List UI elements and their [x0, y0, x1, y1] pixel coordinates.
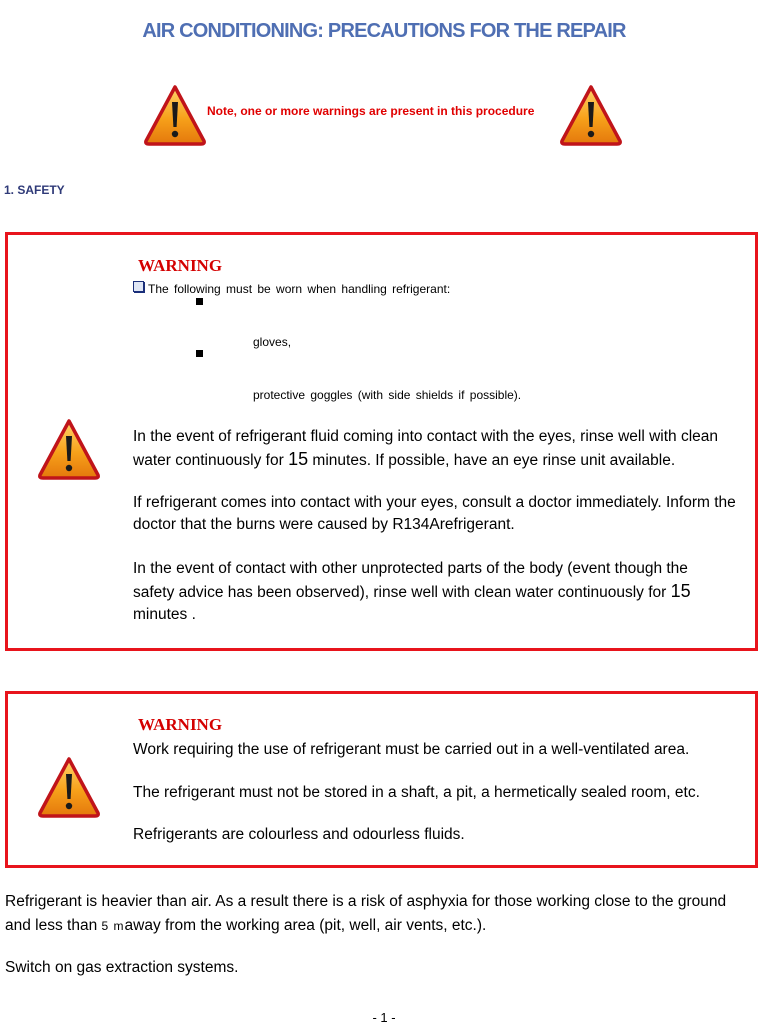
warning-triangle-icon: [559, 84, 623, 148]
checkbox-bullet-icon: [133, 281, 144, 292]
body-paragraph: Switch on gas extraction systems.: [5, 959, 239, 976]
warning-label: WARNING: [138, 715, 223, 734]
section-heading: 1. SAFETY: [4, 183, 65, 197]
list-item: protective goggles (with side shields if possible).: [253, 388, 522, 402]
warning-triangle-icon: [143, 84, 207, 148]
warning-label: WARNING: [138, 256, 223, 275]
square-bullet-icon: [196, 298, 203, 305]
warning-paragraph: In the event of refrigerant fluid coming into contact with the eyes, rinse well with clean water continuously for 15 minutes. If possible, have an eye rinse unit available.: [133, 428, 718, 469]
page-number: - 1 -: [372, 1010, 396, 1025]
warning-paragraph: In the event of contact with other unprotected parts of the body (event though the safety advice has been observed), rinse well with clean water continuously for 15 minutes .: [133, 560, 691, 623]
warning-intro: The following must be worn when handling refrigerant:: [148, 282, 451, 296]
warning-note: Note, one or more warnings are present in this procedure: [207, 104, 535, 118]
list-item: gloves,: [253, 335, 292, 349]
body-paragraph: Refrigerant is heavier than air. As a result there is a risk of asphyxia for those working close to the ground and less than 5 maway from the working area (pit, well, air vents, etc.).: [5, 893, 727, 934]
warning-triangle-icon: [37, 756, 101, 820]
page-title: AIR CONDITIONING: PRECAUTIONS FOR THE REPAIR: [142, 20, 626, 42]
warning-paragraph: Work requiring the use of refrigerant must be carried out in a well-ventilated area.: [133, 741, 690, 758]
warning-paragraph: Refrigerants are colourless and odourless fluids.: [133, 826, 465, 843]
warning-triangle-icon: [37, 418, 101, 482]
square-bullet-icon: [196, 350, 203, 357]
warning-paragraph: The refrigerant must not be stored in a shaft, a pit, a hermetically sealed room, etc.: [133, 784, 700, 801]
warning-paragraph: If refrigerant comes into contact with your eyes, consult a doctor immediately. Inform the doctor that the burns were caused by R134Arefrigerant.: [133, 494, 736, 533]
